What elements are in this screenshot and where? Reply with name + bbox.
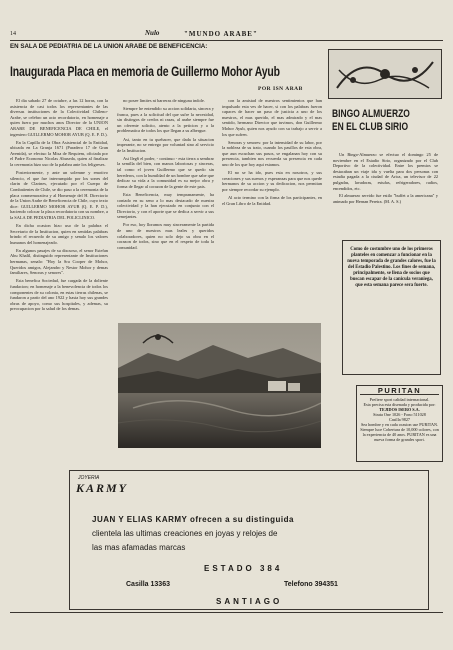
paragraph: no posee limites ni barreras de ninguna indole. bbox=[123, 98, 205, 103]
bingo-headline: BINGO ALMUERZO EN EL CLUB SIRIO bbox=[332, 108, 410, 133]
masthead-logo: Nulo bbox=[145, 29, 160, 37]
paragraph: Asi, tanto en tu quehacer, que dada la situacion imperante, no se entrego por voluntad sino al servicio de la Institucion. bbox=[117, 136, 214, 153]
jewelry-ad-line-3: las mas afamadas marcas bbox=[92, 543, 186, 552]
header-divider bbox=[10, 40, 443, 41]
ad-line: Prefiere sport calidad internacional. bbox=[369, 397, 430, 402]
jewelry-advertisement bbox=[69, 470, 429, 610]
jewelry-telephone: Telefono 394351 bbox=[284, 581, 338, 588]
jewelry-casilla: Casilla 13363 bbox=[126, 581, 170, 588]
jewelry-ad-line-2: clientela las ultimas creaciones en joyas y relojes de bbox=[92, 529, 278, 538]
paragraph: En dicha ocasion hizo uso de la palabra el Secretario de la Institucion, quien en sentidas palabras brindo el recuerdo de su amigo y senalo los valores humanos del homenajeado. bbox=[10, 222, 108, 245]
bingo-article bbox=[333, 152, 438, 232]
sidebar-note: Como de costumbre uno de los primeros planteles en comenzar a funcionar en la nueva temporada de grandes calores, fue la del Estadio Palestino. Los fines de semana, principalmente, se llena de socios que buscan escapar de la canicula veraniega, que esta semana parece sera fuerte. bbox=[342, 240, 441, 375]
jewelry-label: JOYERIA bbox=[78, 475, 100, 481]
paragraph: En la Capilla de la Obra Asistencial de la Entidad, ubicada en La Granja 1671 (Paradero 17 de Gran Avenida), se efectuo la Misa de Requiem, oficiada por el Padre Economo Nicolas Abuseda, quien al finalizar la ceremonia hizo uso de la palabra ante los feligreses. bbox=[10, 139, 108, 168]
article-photo bbox=[118, 323, 321, 448]
article-column-3 bbox=[222, 98, 322, 318]
jewelry-brand: KARMY bbox=[76, 481, 129, 495]
landscape-photo-image bbox=[118, 323, 321, 448]
paragraph: En algunos pasajes de su discurso, el senor Estefan Abu Khalil, distinguido representante de Instituciones hermanas, senalo: "Hoy la Sra Cooper de Mohor, Queridos amigos, Alejandro y Nestor Mohor y demas familiares, Senoras y senores". bbox=[10, 247, 108, 276]
paragraph: Siempre he entendido su accion solidaria, sincera y franca, pues a la solicitud del que sufre la necesidad, sin distingos de credos ni razas, al arabe siempre fue un oferente solicito, atento a la peticion y a la problematica de todos los que llegan a su albergue. bbox=[117, 106, 214, 134]
ornament-icon bbox=[329, 50, 441, 98]
ad-line: Sea hombre y en cada ocasion use PURITAN. Siempre luce Cobertura de 10,000 colores, con la experiencia de 40 anos. PURITAN es una nueva forma de grandes sport. bbox=[360, 422, 439, 442]
article-column-1 bbox=[10, 98, 108, 424]
page-number: 14 bbox=[10, 31, 16, 37]
article-kicker: EN SALA DE PEDIATRIA DE LA UNION ARABE DE BENEFICENCIA: bbox=[10, 43, 208, 50]
magazine-title: "MUNDO ARABE" bbox=[184, 30, 258, 38]
paragraph: Esta benefica Sociedad, fue cargada de la doliente fundacion; en homenaje a la benevolencia de todos los componentes de su colonia, en estas tierras chilenas, se fundaron a partir del ano 1922 y hasta hoy sus grandes obras de apoyo, como sus hospitales, y ademas, su preocupacion por la salud de los demas. bbox=[10, 278, 108, 312]
puritan-brand: PURITAN bbox=[360, 388, 439, 395]
jewelry-address: ESTADO 384 bbox=[204, 564, 283, 573]
paragraph: Senoras y senores: por la intensidad de su labor, por la nobleza de su trato, cuando los pasillos de esta obra, que aun escuchan sus pasos, se engalanan hoy con su presencia, tambien nos recuerda su presencia en cada uno de los que hoy aqui estamos. bbox=[222, 139, 322, 168]
article-column-2 bbox=[117, 98, 214, 318]
paragraph: Un Bingo-Almuerzo se efectuo el domingo 25 de noviembre en el Estadio Sirio, organizado por el Club Deportivo de la colectividad. Entre los premios se destacaban un viaje ida y vuelta para dos personas con estadia pagada a la ciudad de Arica, un televisor de 22 pulgadas, lavadoras, estufas, refrigeradores, radios, encendidos, etc. bbox=[333, 152, 438, 191]
ad-line: Esta precisa esta disenada y producida por: bbox=[363, 402, 436, 407]
jewelry-ad-line-1: JUAN Y ELIAS KARMY ofrecen a su distinguida bbox=[92, 515, 294, 524]
ad-line: Strata One 1026 - Fono 511028 bbox=[373, 412, 426, 417]
paragraph: Por eso, hoy lloramos muy sinceramente la partida de uno de nuestros mas leales y queridos colaboradores, quien no solo dejo su obra en el corazon de todos, sino que en el respeto de toda la comunidad. bbox=[117, 222, 214, 250]
article-headline: Inaugurada Placa en memoria de Guillermo Mohor Ayub bbox=[10, 64, 280, 79]
paragraph: El almuerzo servido fue estilo "buffet a la americana" y animado por Hernan Pereira. (M. A. S.) bbox=[333, 193, 438, 204]
paragraph: Posteriormente, y ante un solemne y emotivo silencio, el que fue interrumpido por los sones del clarin de Clarines, ejecutado por el Cuerpo de Combatientes de Chile, se dio paso a la ceremonia de la placa conmemorativa y al Homenaje del H. Directorio de la Union Arabe de Beneficencia de Chile, cuyo texto dice: GUILLERMO MOHOR AYUB (Q. E. P. D.), haciendo colocar la placa recordatoria con su nombre, a la SALA DE PEDIATRIA DEL POLICLINICO. bbox=[10, 170, 108, 220]
paragraph: Al acto termino con la firma de los participantes, en el Gran Libro de la Entidad. bbox=[222, 195, 322, 206]
ad-line: TEJIDOS ISERO S.A. bbox=[379, 407, 420, 412]
footer-divider bbox=[10, 612, 443, 613]
jewelry-city: SANTIAGO bbox=[216, 597, 283, 606]
paragraph: El dia sabado 27 de octubre, a las 12 horas, con la asistencia de casi todos los representantes de las diversas instituciones de la Colectividad Chileno-Arabe, se celebro un acto recordatorio, en homenaje a quien fuera por muchos anos Director de la UNION ARABE DE BENEFICENCIA DE CHILE, el ingeniero GUILLERMO MOHOR AYUB (Q. E. P. D.). bbox=[10, 98, 108, 137]
paragraph: Asi lleg6 el poder, - continuo - esta tierra a sembrar la semilla del bien, con manos laboriosas y sinceras, tal como el joven Guillermo que se quedo sin herederos, con la humildad de un hombre que sabe que dedicar su vida a la comunidad es su mejor obra y forma de llegar al corazon de la gente de este pais. bbox=[117, 155, 214, 189]
puritan-advertisement bbox=[356, 385, 443, 462]
paragraph: con la amistad de nuestros sentimientos que han impulsado esta ves de hacer, si con los palabras fueron capaces de hacer un paso de justicia a uno de los nuestros, el mas querido, el mas admirado y el mas sentido, hermano Director que tuvimos, don Guillermo Mohor Ayub, quien nos ayudo con su trabajo a servir a los que sufren. bbox=[222, 98, 322, 137]
article-byline: POR ISN ARAB bbox=[258, 86, 303, 92]
paragraph: El no se ha ido, pues esta en nosotros, y sus creaciones y sus suenos y esperanzas para que nos quede hermanos de su accion y su dedicacion, nos permitan por siempre recordar su ejemplo. bbox=[222, 170, 322, 192]
ornamental-advertisement bbox=[328, 49, 442, 99]
paragraph: Esta Beneficencia, muy tempranamente, ha contado en su seno a lo mas destacado de nuestra colectividad y la han ejecutado en conjunto con el Directorio, y con el aporte que se dedica a servir a sus semejantes. bbox=[117, 191, 214, 220]
ad-line: Casilla 9827 bbox=[388, 417, 411, 422]
